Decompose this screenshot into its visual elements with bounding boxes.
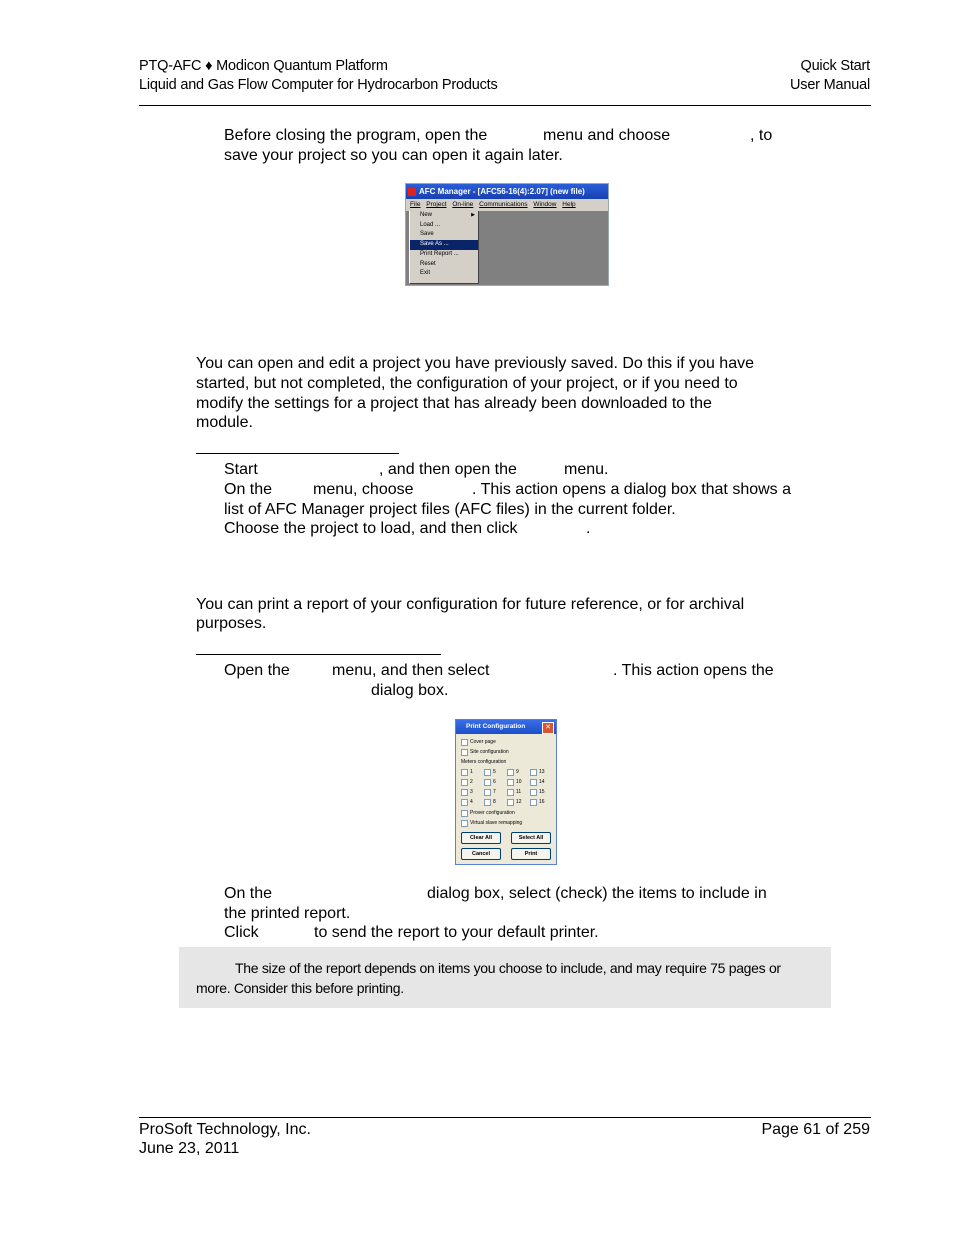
cover-page-checkbox[interactable] bbox=[461, 739, 468, 746]
file-menu-new[interactable] bbox=[410, 211, 478, 221]
virtual-slave-checkbox[interactable] bbox=[461, 820, 468, 827]
meter-checkbox-label: 13 bbox=[539, 769, 545, 775]
menu-file[interactable]: File bbox=[410, 201, 421, 208]
prover-config-checkbox[interactable] bbox=[461, 810, 468, 817]
menu-communications[interactable]: Communications bbox=[479, 201, 528, 208]
file-menu-exit[interactable]: Exit bbox=[420, 270, 431, 277]
file-menu-reset[interactable]: Reset bbox=[420, 260, 436, 267]
open-step2-b: menu, choose bbox=[313, 481, 414, 498]
meter-checkbox-label: 14 bbox=[539, 779, 545, 785]
meter-checkbox[interactable] bbox=[507, 799, 514, 806]
meter-checkbox[interactable] bbox=[507, 789, 514, 796]
cover-page-label: Cover page bbox=[470, 739, 496, 745]
meter-checkbox[interactable] bbox=[530, 779, 537, 786]
meter-checkbox-label: 15 bbox=[539, 789, 545, 795]
print-step1-a: Open the bbox=[224, 662, 290, 679]
meter-checkbox[interactable] bbox=[507, 779, 514, 786]
meter-checkbox[interactable] bbox=[461, 769, 468, 776]
print-step3-a: Click bbox=[224, 924, 259, 941]
save-step-text-line2: save your project so you can open it again later. bbox=[224, 147, 563, 164]
meter-checkbox[interactable] bbox=[461, 779, 468, 786]
prover-config-label: Prover configuration bbox=[470, 810, 515, 816]
open-para-3: modify the settings for a project that has already been downloaded to the bbox=[196, 395, 712, 412]
open-step1-b: , and then open the bbox=[379, 461, 517, 478]
menu-help[interactable]: Help bbox=[562, 201, 576, 208]
note-line-2: more. Consider this before printing. bbox=[196, 980, 404, 996]
print-dialog-titlebar bbox=[456, 720, 556, 734]
save-step-text-c: , to bbox=[750, 127, 773, 144]
meter-checkbox-label: 8 bbox=[493, 799, 496, 805]
open-step2-line2: list of AFC Manager project files (AFC files) in the current folder. bbox=[224, 501, 676, 518]
open-para-1: You can open and edit a project you have previously saved. Do this if you have bbox=[196, 355, 754, 372]
open-step1-a: Start bbox=[224, 461, 258, 478]
meter-checkbox-label: 2 bbox=[470, 779, 473, 785]
header-rule bbox=[139, 105, 871, 106]
meter-checkbox[interactable] bbox=[484, 769, 491, 776]
open-step3-a: Choose the project to load, and then click bbox=[224, 520, 518, 537]
meter-checkbox-label: 1 bbox=[470, 769, 473, 775]
footer-date: June 23, 2011 bbox=[139, 1140, 240, 1157]
menu-online[interactable]: On-line bbox=[452, 201, 474, 208]
print-step2-a: On the bbox=[224, 885, 273, 902]
open-step2-c: . This action opens a dialog box that shows a bbox=[472, 481, 792, 498]
meter-checkbox[interactable] bbox=[461, 799, 468, 806]
file-menu-new-label: New bbox=[420, 212, 433, 218]
meter-checkbox-label: 6 bbox=[493, 779, 496, 785]
header-section: Quick Start bbox=[800, 58, 870, 74]
meter-checkbox-label: 11 bbox=[516, 789, 522, 795]
meter-checkbox[interactable] bbox=[484, 789, 491, 796]
open-para-4: module. bbox=[196, 414, 253, 431]
meter-checkbox-label: 3 bbox=[470, 789, 473, 795]
print-step1-c: . This action opens the bbox=[613, 662, 774, 679]
file-menu-load[interactable]: Load ... bbox=[420, 221, 441, 228]
file-menu-save-as[interactable]: Save As ... bbox=[410, 240, 478, 250]
save-step-text-b: menu and choose bbox=[543, 127, 671, 144]
open-step2-a: On the bbox=[224, 481, 273, 498]
meter-checkbox[interactable] bbox=[484, 799, 491, 806]
print-para-1: You can print a report of your configuration for future reference, or for archival bbox=[196, 596, 745, 613]
print-configuration-dialog bbox=[455, 719, 557, 865]
meters-config-label: Meters configuration bbox=[461, 759, 507, 765]
app-icon bbox=[408, 188, 416, 196]
footer-page-number: Page 61 of 259 bbox=[761, 1121, 870, 1138]
meter-checkbox[interactable] bbox=[461, 789, 468, 796]
print-step2-line2: the printed report. bbox=[224, 905, 351, 922]
file-menu-print-report[interactable]: Print Report ... bbox=[420, 250, 459, 257]
file-menu-dropdown bbox=[409, 211, 479, 284]
submenu-arrow-icon: ▶ bbox=[471, 212, 475, 218]
print-step2-b: dialog box, select (check) the items to include in bbox=[427, 885, 767, 902]
open-step3-b: . bbox=[586, 520, 591, 537]
close-icon[interactable]: ✕ bbox=[542, 722, 554, 734]
file-menu-save[interactable]: Save bbox=[420, 231, 434, 238]
print-procedure-rule bbox=[196, 654, 441, 655]
header-product: PTQ-AFC ♦ Modicon Quantum Platform bbox=[139, 58, 388, 74]
meter-checkbox[interactable] bbox=[530, 769, 537, 776]
virtual-slave-label: Virtual slave remapping bbox=[470, 820, 523, 826]
print-step3-b: to send the report to your default printer. bbox=[314, 924, 599, 941]
meter-checkbox-label: 4 bbox=[470, 799, 473, 805]
print-dialog-title: Print Configuration bbox=[466, 723, 526, 730]
site-config-checkbox[interactable] bbox=[461, 749, 468, 756]
afc-menubar bbox=[406, 199, 608, 211]
site-config-label: Site configuration bbox=[470, 749, 509, 755]
header-subtitle: Liquid and Gas Flow Computer for Hydrocarbon Products bbox=[139, 77, 498, 93]
meter-checkbox-label: 16 bbox=[539, 799, 545, 805]
meter-checkbox[interactable] bbox=[530, 799, 537, 806]
save-step-text-a: Before closing the program, open the bbox=[224, 127, 488, 144]
afc-window-titlebar bbox=[406, 184, 608, 199]
footer-rule bbox=[139, 1117, 871, 1118]
meter-checkbox-label: 5 bbox=[493, 769, 496, 775]
note-line-1: The size of the report depends on items you choose to include, and may require 75 pages or bbox=[235, 960, 781, 976]
print-step1-b: menu, and then select bbox=[332, 662, 490, 679]
afc-manager-screenshot bbox=[405, 183, 609, 286]
menu-project[interactable]: Project bbox=[426, 201, 447, 208]
clear-all-button[interactable]: Clear All bbox=[461, 832, 501, 844]
meter-checkbox-label: 12 bbox=[516, 799, 522, 805]
header-doc-type: User Manual bbox=[790, 77, 870, 93]
meter-checkbox-label: 10 bbox=[516, 779, 522, 785]
open-procedure-rule bbox=[196, 453, 399, 454]
cancel-button[interactable]: Cancel bbox=[461, 848, 501, 860]
print-step1-line2: dialog box. bbox=[371, 682, 449, 699]
print-para-2: purposes. bbox=[196, 615, 267, 632]
print-button[interactable]: Print bbox=[511, 848, 551, 860]
meter-checkbox[interactable] bbox=[484, 779, 491, 786]
meter-checkbox-label: 7 bbox=[493, 789, 496, 795]
menu-window[interactable]: Window bbox=[533, 201, 557, 208]
open-para-2: started, but not completed, the configuration of your project, or if you need to bbox=[196, 375, 738, 392]
meter-checkbox[interactable] bbox=[507, 769, 514, 776]
meter-checkbox-label: 9 bbox=[516, 769, 519, 775]
meter-checkbox[interactable] bbox=[530, 789, 537, 796]
footer-company: ProSoft Technology, Inc. bbox=[139, 1121, 311, 1138]
afc-window-title: AFC Manager - [AFC56-16(4):2.07] (new file) bbox=[419, 187, 585, 196]
open-step1-c: menu. bbox=[564, 461, 609, 478]
select-all-button[interactable]: Select All bbox=[511, 832, 551, 844]
